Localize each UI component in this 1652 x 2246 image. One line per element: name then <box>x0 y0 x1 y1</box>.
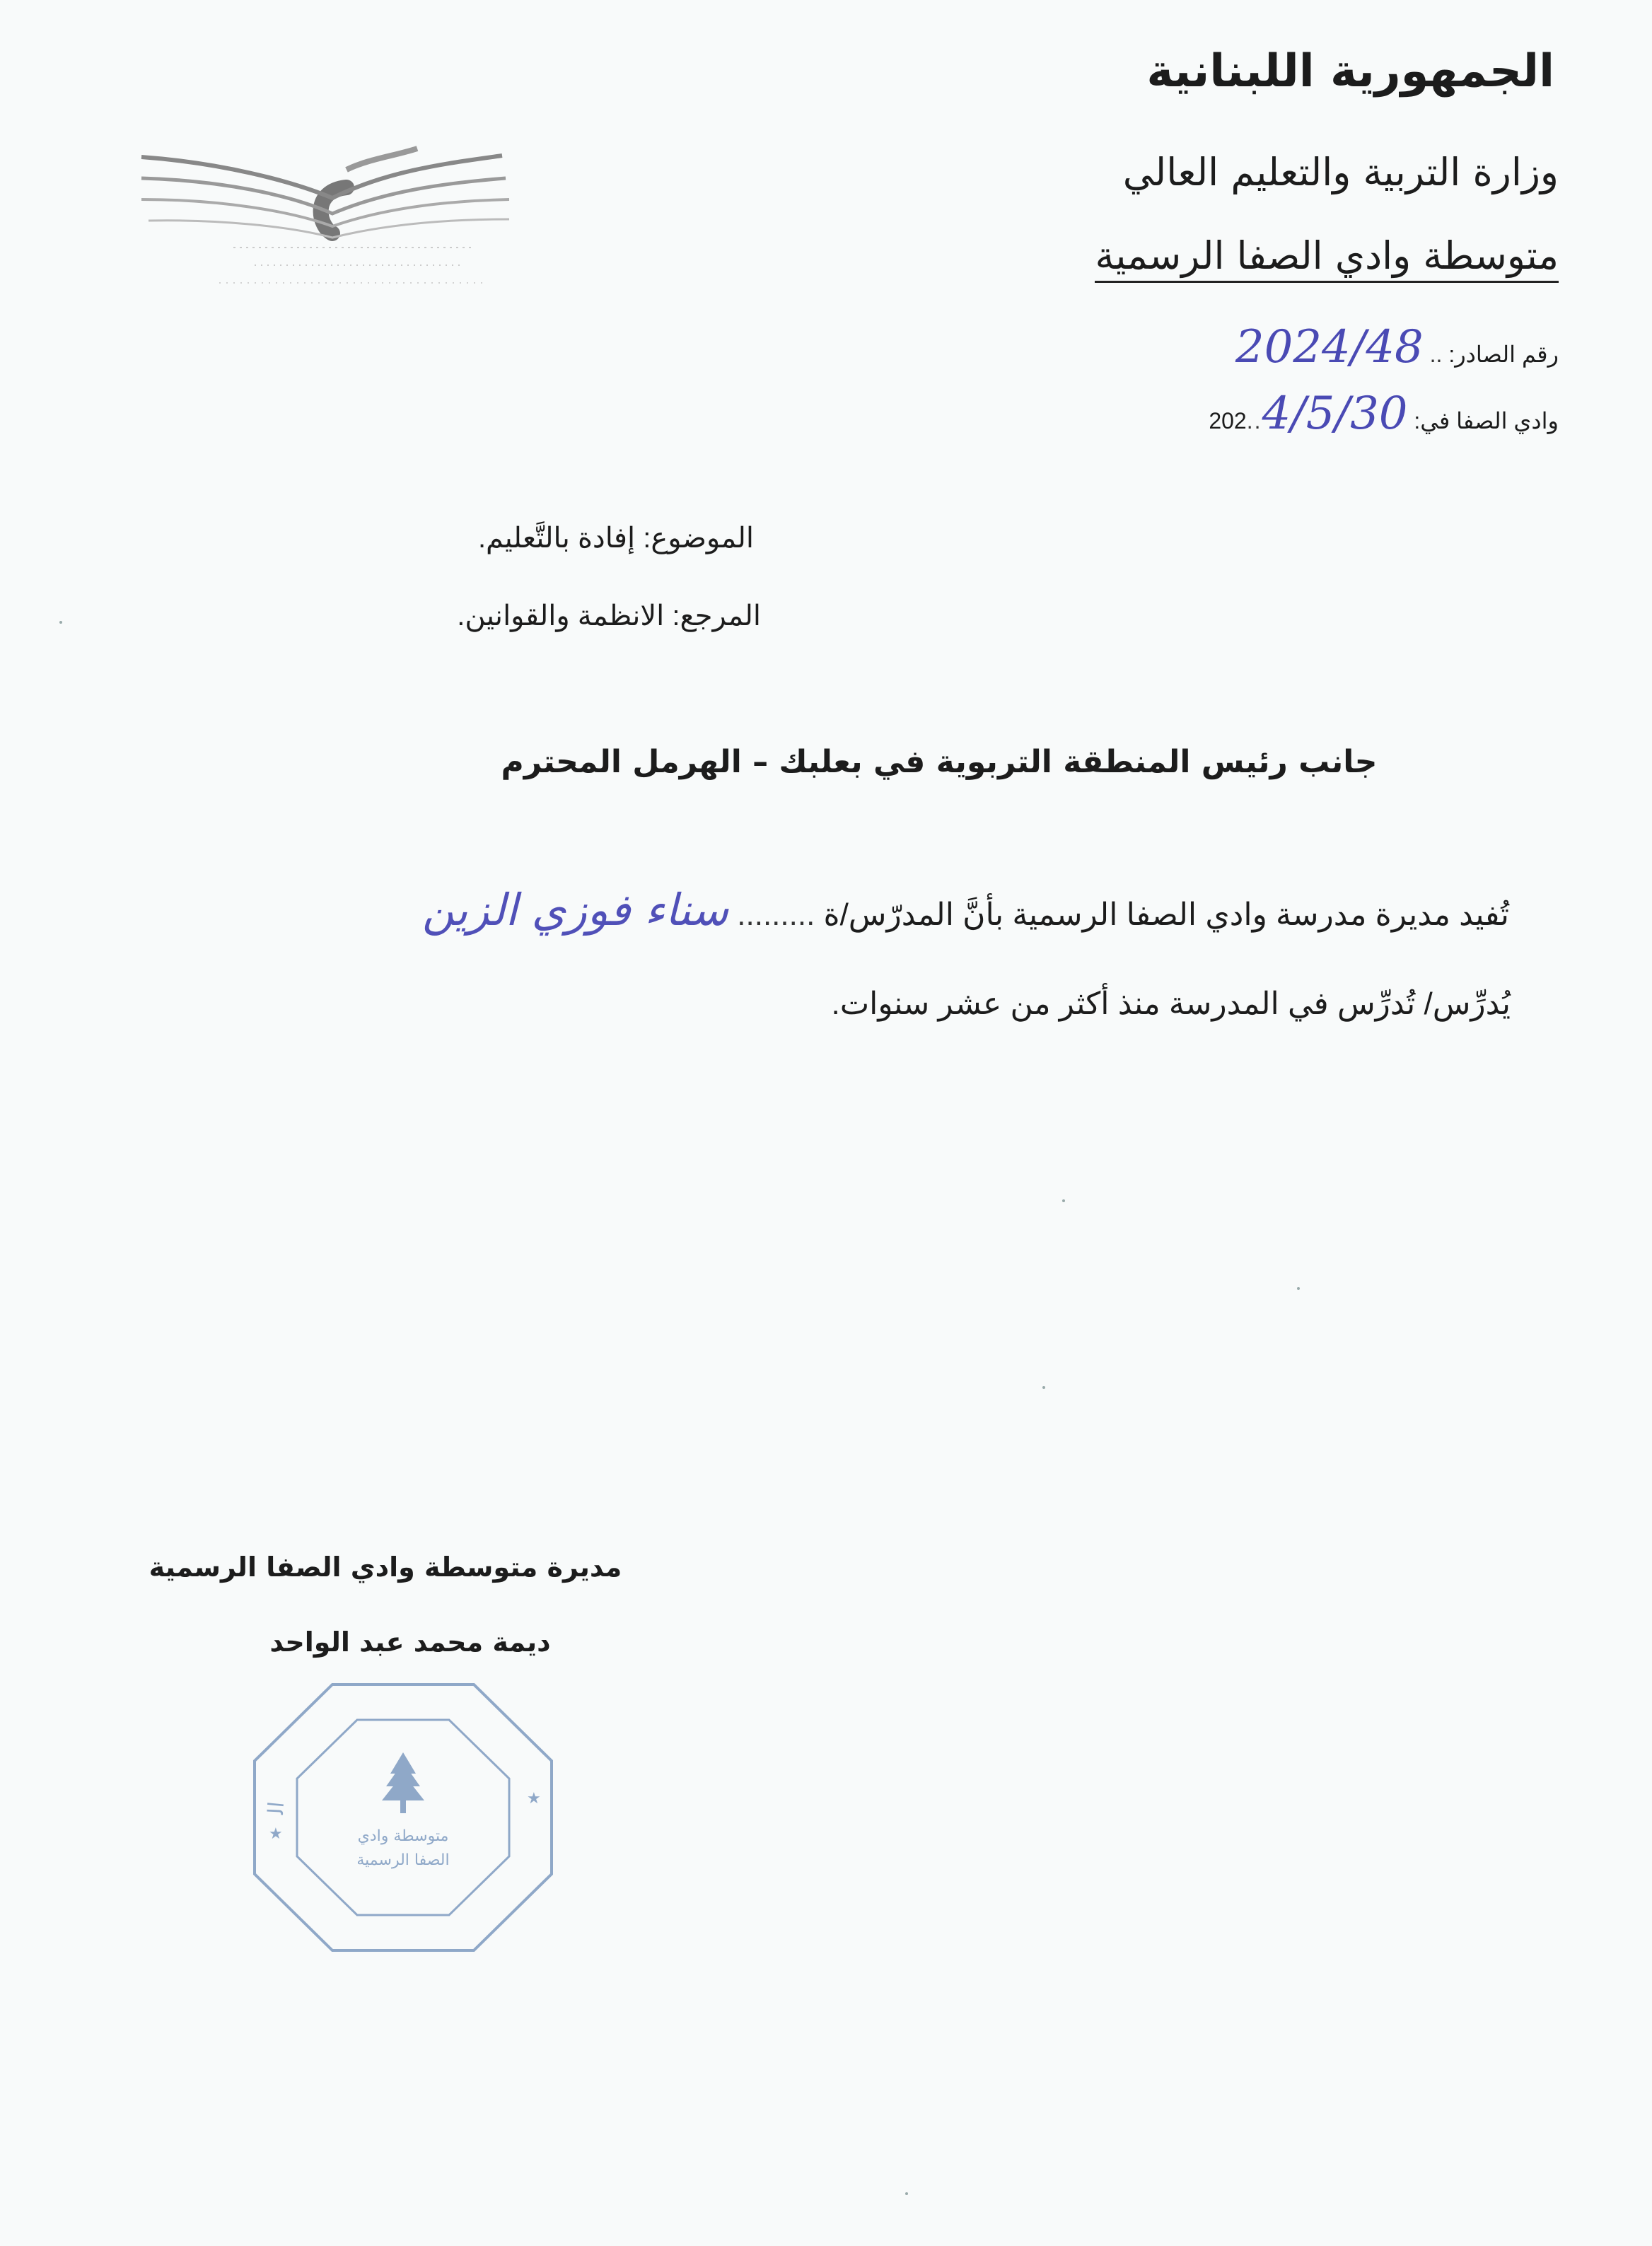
date-line: وادي الصفا في: 202..4/5/30 <box>1209 388 1559 440</box>
date-prefix: 202 <box>1209 408 1247 434</box>
body-line-1-text: تُفيد مديرة مدرسة وادي الصفا الرسمية بأنَّ المدرّس/ة <box>823 897 1509 932</box>
cedar-tree-icon <box>382 1752 424 1813</box>
reference-label: المرجع: <box>672 600 761 632</box>
addressee-text: جانب رئيس المنطقة التربوية في بعلبك – الهرمل المحترم <box>501 744 1378 780</box>
stamp-center-text: متوسطة وادي الصفا الرسمية <box>356 1827 450 1869</box>
school-heading: متوسطة وادي الصفا الرسمية <box>1095 233 1559 283</box>
paper-speck <box>905 2192 908 2195</box>
subject-line <box>478 522 754 554</box>
body-line-2: يُدرِّس/ تُدرِّس في المدرسة منذ أكثر من عشر سنوات. <box>831 987 1511 1021</box>
body-line-1: تُفيد مديرة مدرسة وادي الصفا الرسمية بأنَّ المدرّس/ة ......... سناء فوزي الزين <box>422 884 1509 936</box>
country-heading: الجمهورية اللبنانية <box>1146 45 1554 98</box>
paper-speck <box>1297 1287 1300 1290</box>
svg-text:الجمهورية اللبنانية • وزارة ال <box>240 1669 289 1816</box>
teacher-name-handwritten: سناء فوزي الزين <box>422 884 729 936</box>
reference-number-label: رقم الصادر: <box>1448 342 1559 367</box>
reference-line <box>457 600 761 632</box>
subject-label: الموضوع: <box>643 523 754 554</box>
addressee-line <box>0 744 1652 780</box>
open-book-logo-icon <box>134 113 530 328</box>
reference-number-line: رقم الصادر: .. 2024/48 <box>1235 321 1559 373</box>
paper-speck <box>1062 1199 1065 1202</box>
stamp-outer-text: ال <box>264 1800 290 1815</box>
official-stamp <box>240 1669 566 1969</box>
reference-value: الانظمة والقوانين. <box>457 600 665 632</box>
signature-name: ديمة محمد عبد الواحد <box>269 1627 551 1658</box>
ministry-heading: وزارة التربية والتعليم العالي <box>1122 150 1559 194</box>
stamp-star-left-icon: ★ <box>269 1825 283 1843</box>
stamp-star-right-icon: ★ <box>527 1790 541 1808</box>
reference-number-handwritten: 2024/48 <box>1235 321 1424 373</box>
paper-speck <box>59 621 62 624</box>
signature-title: مديرة متوسطة وادي الصفا الرسمية <box>149 1552 622 1583</box>
subject-value: إفادة بالتَّعليم. <box>477 523 636 554</box>
date-label: وادي الصفا في: <box>1414 408 1559 434</box>
paper-speck <box>1042 1386 1045 1389</box>
date-handwritten: 4/5/30 <box>1262 388 1408 440</box>
